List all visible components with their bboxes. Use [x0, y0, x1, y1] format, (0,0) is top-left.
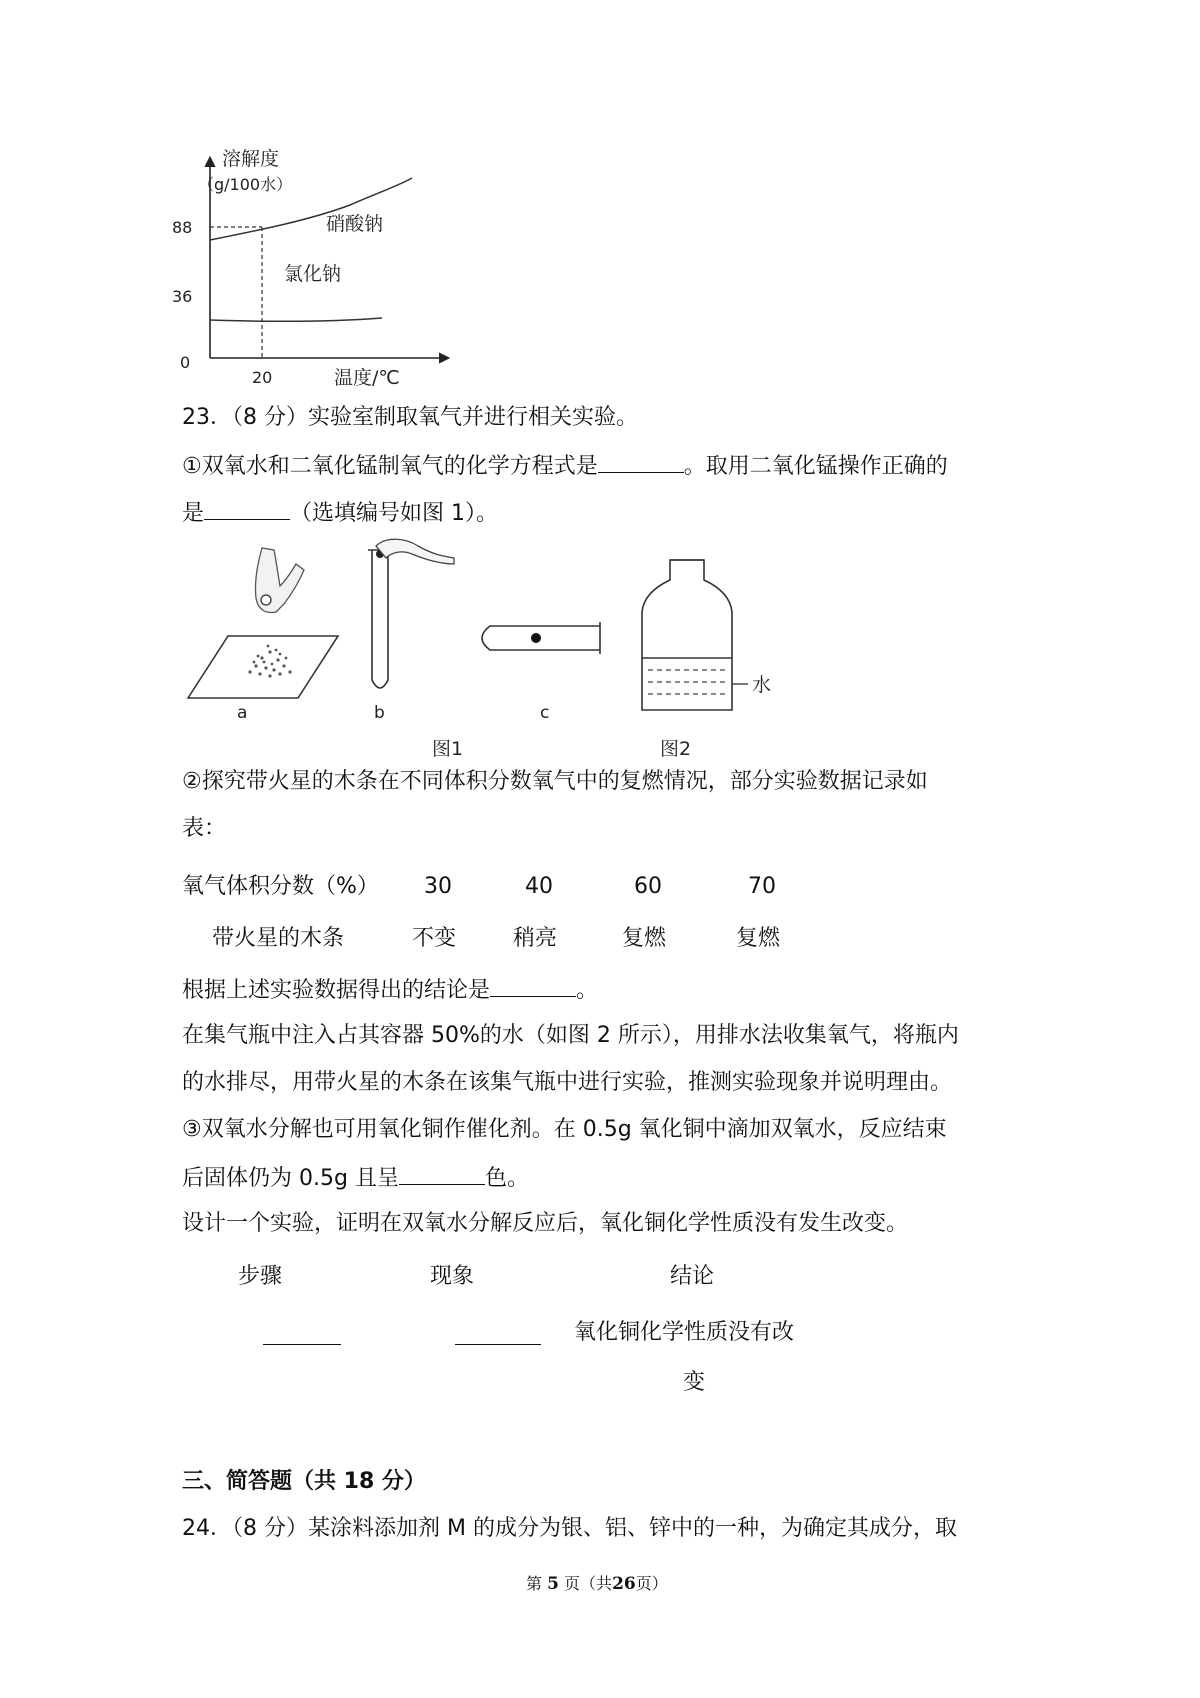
- conclusion-post: 。: [576, 978, 599, 1003]
- ylabel-line2: （g/100水）: [198, 175, 293, 194]
- fig-c-horizontal-tube-drawing: [482, 622, 600, 654]
- page-footer: [526, 1571, 668, 1594]
- table-row2-value: 稍亮: [513, 926, 558, 951]
- conclusion-pre: 根据上述实验数据得出的结论是: [182, 978, 491, 1003]
- nano3-label: 硝酸钠: [326, 213, 384, 235]
- q23-part3-design: 设计一个实验，证明在双氧水分解反应后，氧化铜化学性质没有发生改变。: [182, 1211, 909, 1236]
- footer-total-pages: 26: [612, 1574, 636, 1594]
- fig2-caption: 图2: [660, 738, 692, 760]
- footer-mid: 页（共: [564, 1574, 613, 1593]
- table-row2-value: 不变: [412, 926, 457, 951]
- exp-header-phenomenon: 现象: [430, 1264, 475, 1289]
- solubility-chart: [172, 148, 460, 390]
- footer-pre: 第: [526, 1574, 543, 1593]
- q23-part1-line1-pre: ①双氧水和二氧化锰制氧气的化学方程式是: [182, 454, 598, 479]
- figure-1-2: [180, 540, 820, 770]
- ylabel-line1: 溶解度: [222, 148, 280, 170]
- exp-header-conclusion: 结论: [670, 1264, 715, 1289]
- table-row2-value: 复燃: [622, 926, 667, 951]
- fig-label-b: b: [374, 703, 385, 723]
- q23-part1-line2-post: （选填编号如图 1）。: [290, 501, 499, 526]
- exp-header-steps: 步骤: [238, 1264, 283, 1289]
- steps-blank[interactable]: [263, 1322, 341, 1345]
- fig1-caption: 图1: [432, 738, 464, 760]
- fig-2-bottle-drawing: [642, 560, 748, 710]
- table-row1-value: 30: [424, 874, 452, 899]
- conclusion-blank[interactable]: [490, 974, 576, 997]
- exp-conclusion-line2: 变: [683, 1370, 706, 1395]
- q23-part1-line2-pre: 是: [182, 501, 205, 526]
- y-tick-88: 88: [172, 218, 193, 237]
- xlabel: 温度/℃: [334, 367, 400, 389]
- table-row1-value: 70: [748, 874, 776, 899]
- nacl-label: 氯化钠: [284, 263, 342, 285]
- q23-part2-line2: 表：: [182, 816, 227, 841]
- x-tick-20: 20: [252, 368, 273, 387]
- q23-part2b-line2: 的水排尽，用带火星的木条在该集气瓶中进行实验，推测实验现象并说明理由。: [182, 1070, 953, 1095]
- q23-part1-line1: [182, 450, 948, 482]
- exp-conclusion-line1: 氧化铜化学性质没有改: [574, 1320, 795, 1345]
- q23-title: 23．（8 分）实验室制取氧气并进行相关实验。: [182, 405, 638, 430]
- y-tick-36: 36: [172, 287, 193, 306]
- water-label: 水: [752, 674, 772, 696]
- choice-blank[interactable]: [204, 497, 290, 520]
- q23-part1-line2: [182, 497, 498, 529]
- q23-part3-line2-pre: 后固体仍为 0.5g 且呈: [182, 1166, 399, 1191]
- footer-page-number: 5: [547, 1574, 559, 1594]
- q23-part2-line1: ②探究带火星的木条在不同体积分数氧气中的复燃情况，部分实验数据记录如: [182, 769, 928, 794]
- q23-part3-line2: [182, 1162, 529, 1194]
- fig-a-paper-drawing: [188, 548, 338, 698]
- q23-part1-line1-post: 。取用二氧化锰操作正确的: [683, 454, 948, 479]
- color-blank[interactable]: [399, 1162, 485, 1185]
- fig-label-a: a: [237, 703, 248, 723]
- section-heading: 三、简答题（共 18 分）: [182, 1469, 426, 1494]
- q24-line1: 24．（8 分）某涂料添加剂 M 的成分为银、铝、锌中的一种，为确定其成分，取: [182, 1516, 957, 1541]
- table-row2-value: 复燃: [736, 926, 781, 951]
- q23-part2b-line1: 在集气瓶中注入占其容器 50%的水（如图 2 所示），用排水法收集氧气，将瓶内: [182, 1023, 959, 1048]
- table-row1-value: 40: [525, 874, 553, 899]
- table-row1-value: 60: [634, 874, 662, 899]
- fig-b-test-tube-drawing: [368, 539, 454, 688]
- fig-label-c: c: [540, 703, 550, 723]
- conclusion-line: [182, 974, 598, 1006]
- table-row1-header: 氧气体积分数（%）: [182, 874, 379, 899]
- nacl-curve: [210, 318, 382, 321]
- footer-post: 页）: [635, 1574, 668, 1593]
- origin-label: 0: [180, 353, 191, 372]
- q23-part3-line2-post: 色。: [484, 1166, 529, 1191]
- q23-part3-line1: ③双氧水分解也可用氧化铜作催化剂。在 0.5g 氧化铜中滴加双氧水，反应结束: [182, 1117, 947, 1142]
- equation-blank[interactable]: [598, 450, 684, 473]
- phenomenon-blank[interactable]: [455, 1322, 541, 1345]
- table-row2-header: 带火星的木条: [212, 926, 345, 951]
